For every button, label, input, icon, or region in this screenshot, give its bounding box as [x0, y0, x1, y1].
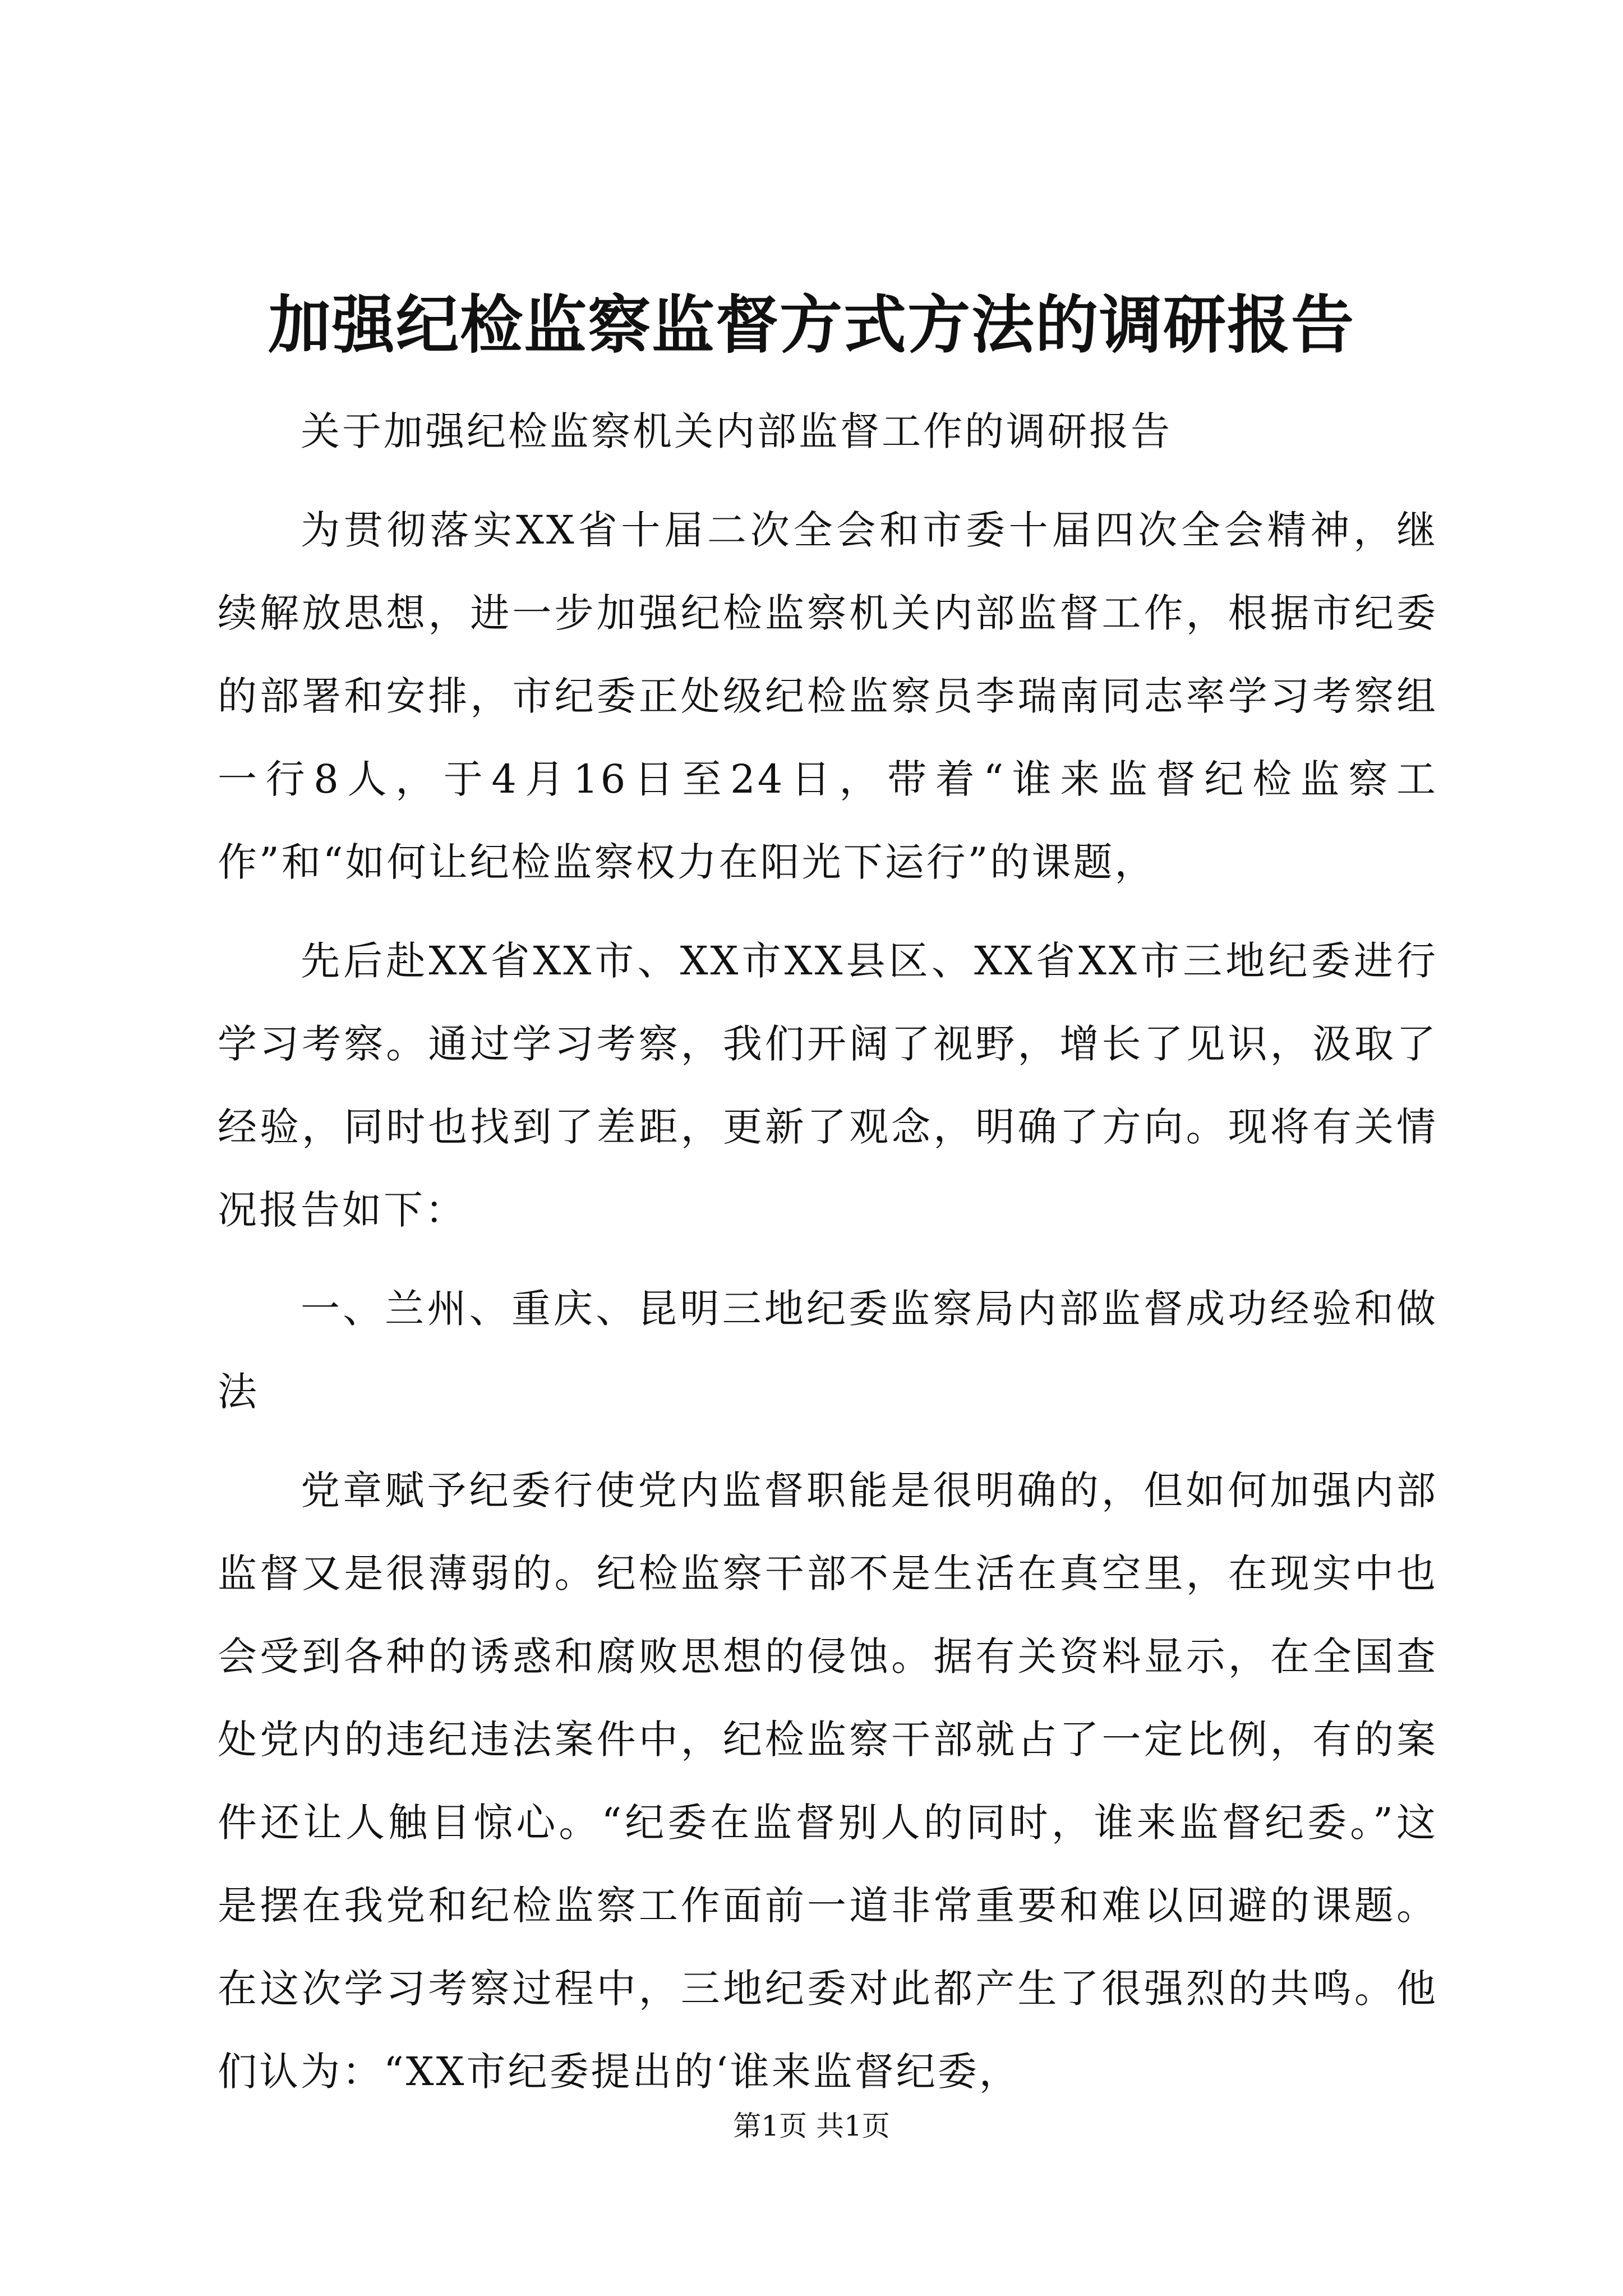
paragraph-intro: 为贯彻落实XX省十届二次全会和市委十届四次全会精神，继续解放思想，进一步加强纪检监察机关内部监督工作，根据市纪委的部署和安排，市纪委正处级纪检监察员李瑞南同志率学习考察组一行8人，于4月16日至24日，带着“谁来监督纪检监察工作”和“如何让纪检监察权力在阳光下运行”的课题，	[218, 507, 1438, 885]
paragraph-subtitle: 关于加强纪检监察机关内部监督工作的调研报告	[301, 408, 1172, 454]
page-footer: 第1页 共1页	[733, 2110, 890, 2142]
paragraph-itinerary: 先后赴XX省XX市、XX市XX县区、XX省XX市三地纪委进行学习考察。通过学习考察，我们开阔了视野，增长了见识，汲取了经验，同时也找到了差距，更新了观念，明确了方向。现将有关情况报告如下：	[218, 938, 1438, 1233]
section-heading-1: 一、兰州、重庆、昆明三地纪委监察局内部监督成功经验和做法	[218, 1286, 1438, 1415]
paragraph-body: 党章赋予纪委行使党内监督职能是很明确的，但如何加强内部监督又是很薄弱的。纪检监察干部不是生活在真空里，在现实中也会受到各种的诱惑和腐败思想的侵蚀。据有关资料显示，在全国查处党内的违纪违法案件中，纪检监察干部就占了一定比例，有的案件还让人触目惊心。“纪委在监督别人的同时，谁来监督纪委。”这是摆在我党和纪检监察工作面前一道非常重要和难以回避的课题。在这次学习考察过程中，三地纪委对此都产生了很强烈的共鸣。他们认为：“XX市纪委提出的‘谁来监督纪委，	[218, 1467, 1438, 2095]
document-title: 加强纪检监察监督方式方法的调研报告	[268, 288, 1355, 362]
document-body	[218, 390, 1438, 2113]
